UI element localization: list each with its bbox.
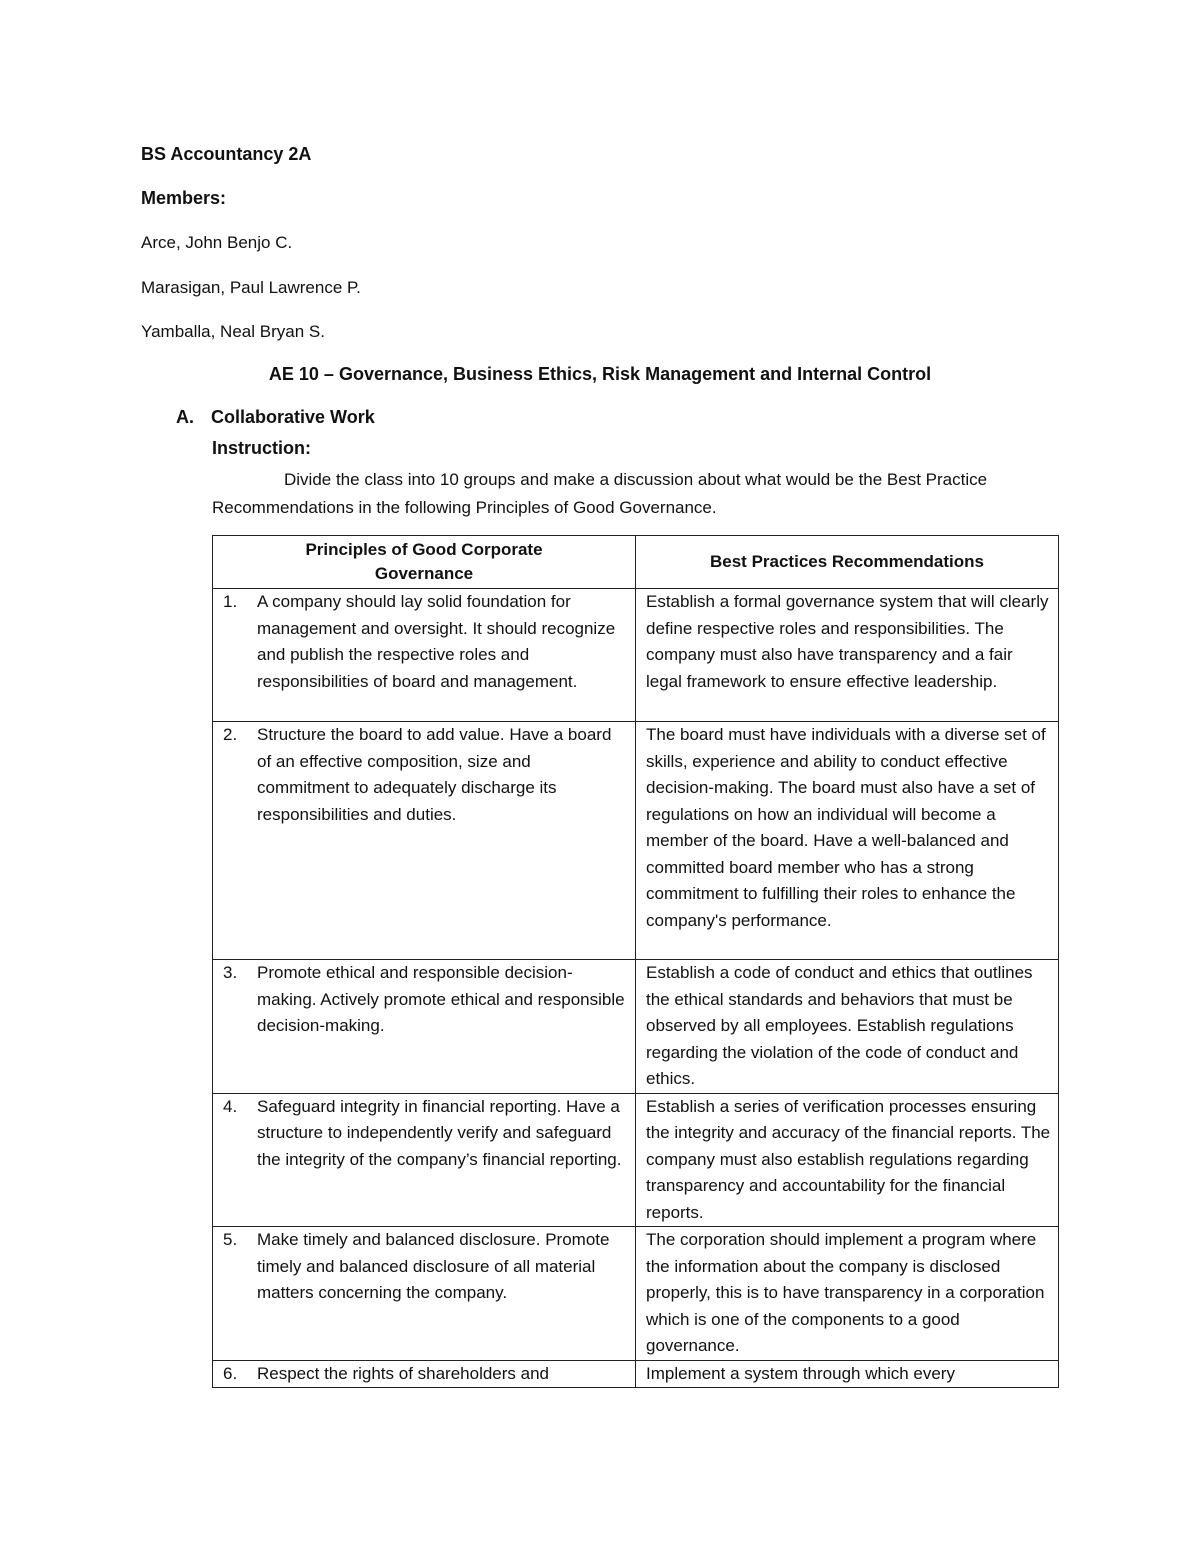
member-name: Marasigan, Paul Lawrence P. [141, 278, 361, 297]
table-row [213, 960, 1059, 1094]
table-row [213, 1360, 1059, 1388]
recommendation-cell [636, 1227, 1059, 1361]
section-title: Collaborative Work [211, 407, 375, 427]
row-number: 4. [223, 1096, 238, 1116]
table-row [213, 1227, 1059, 1361]
table-row [213, 722, 1059, 960]
recommendation-text: The board must have individuals with a diverse set of skills, experience and ability to conduct effective decision-making. The board must also have a set of regulations on how an individual will become a member of the board. Have a well-balanced and committed board member who has a strong commitment to fulfilling their roles to enhance the company's performance. [646, 725, 1046, 930]
principle-cell [213, 960, 636, 1094]
recommendation-cell [636, 722, 1059, 960]
principle-text: Structure the board to add value. Have a board of an effective composition, size and commitment to adequately discharge its responsibilities and duties. [257, 725, 612, 824]
table-row [213, 589, 1059, 722]
member-name: Yamballa, Neal Bryan S. [141, 322, 325, 341]
principle-cell [213, 1093, 636, 1227]
recommendation-cell [636, 1360, 1059, 1388]
row-number: 5. [223, 1230, 238, 1249]
recommendation-text: Implement a system through which every [646, 1363, 955, 1383]
principle-text: A company should lay solid foundation for management and oversight. It should recognize and publish the respective roles and responsibilities of board and management. [257, 592, 616, 691]
row-number: 6. [223, 1363, 238, 1383]
principle-text: Safeguard integrity in financial reporting. Have a structure to independently verify and safeguard the integrity of the company’s financial reporting. [257, 1096, 622, 1169]
recommendation-text: Establish a formal governance system that will clearly define respective roles and responsibilities. The company must also have transparency and a fair legal framework to ensure effective leadership. [646, 592, 1049, 691]
table-row [213, 1093, 1059, 1227]
row-number: 2. [223, 725, 238, 744]
section-heading [176, 407, 375, 428]
principle-cell [213, 1227, 636, 1361]
member-name: Arce, John Benjo C. [141, 233, 293, 252]
row-number: 3. [223, 963, 238, 982]
principle-cell [213, 1360, 636, 1388]
governance-table [212, 535, 1059, 1388]
recommendation-cell [636, 960, 1059, 1094]
principle-cell [213, 589, 636, 722]
instruction-text: Divide the class into 10 groups and make a discussion about what would be the Best Practice Recommendations in the following Principles of Good Governance. [212, 470, 988, 517]
class-name: BS Accountancy 2A [141, 144, 312, 164]
principle-text: Make timely and balanced disclosure. Promote timely and balanced disclosure of all material matters concerning the company. [257, 1230, 610, 1302]
recommendation-cell [636, 1093, 1059, 1227]
recommendation-cell [636, 589, 1059, 722]
course-title: AE 10 – Governance, Business Ethics, Risk Management and Internal Control [268, 364, 932, 384]
column-header-recommendations: Best Practices Recommendations [636, 536, 1059, 589]
recommendation-text: Establish a series of verification processes ensuring the integrity and accuracy of the financial reports. The company must also establish regulations regarding transparency and accountability for the financial reports. [646, 1096, 1051, 1222]
row-number: 1. [223, 592, 238, 611]
instruction-label: Instruction: [212, 438, 311, 458]
principle-text: Promote ethical and responsible decision-making. Actively promote ethical and responsible decision-making. [257, 963, 625, 1035]
members-label: Members: [141, 188, 227, 208]
table-header-row [213, 536, 1059, 589]
section-label: A. [176, 407, 194, 427]
column-header-principles: Principles of Good Corporate Governance [213, 536, 636, 589]
principle-text: Respect the rights of shareholders and [257, 1363, 550, 1383]
recommendation-text: The corporation should implement a program where the information about the company is disclosed properly, this is to have transparency in a corporation which is one of the components to a good governance. [646, 1230, 1045, 1355]
recommendation-text: Establish a code of conduct and ethics that outlines the ethical standards and behaviors that must be observed by all employees. Establish regulations regarding the violation of the code of conduct and ethics. [646, 963, 1033, 1088]
principle-cell [213, 722, 636, 960]
